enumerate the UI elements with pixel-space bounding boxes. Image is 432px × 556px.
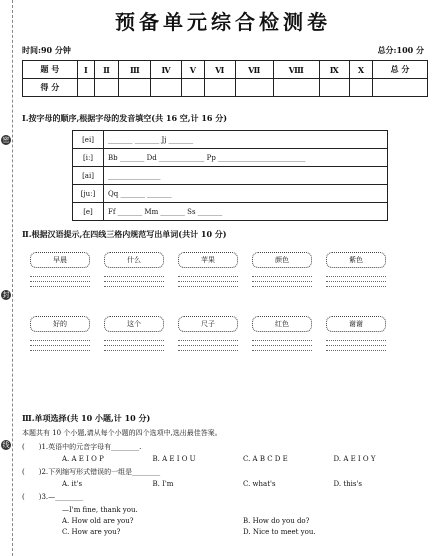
score-blank[interactable] xyxy=(204,79,235,97)
four-line-grid[interactable] xyxy=(30,272,90,287)
binding-seal-mark: 封 xyxy=(2,291,10,299)
phonetic-symbol: [e] xyxy=(73,203,104,221)
question-stem: ( )3.—________ xyxy=(22,493,84,501)
word-prompt: 紫色 xyxy=(326,252,386,268)
score-cell: Ⅳ xyxy=(151,61,181,79)
option[interactable]: A. How old are you? xyxy=(62,517,134,525)
score-blank[interactable] xyxy=(373,79,428,97)
four-line-grid[interactable] xyxy=(104,272,164,287)
four-line-grid[interactable] xyxy=(30,336,90,351)
phonetic-row xyxy=(73,203,388,221)
question-options xyxy=(62,517,424,525)
word-prompt: 尺子 xyxy=(178,316,238,332)
score-blank[interactable] xyxy=(235,79,273,97)
option[interactable]: C. what's xyxy=(243,480,276,488)
four-line-grid[interactable] xyxy=(326,272,386,287)
word-prompt: 谢谢 xyxy=(326,316,386,332)
four-line-grid[interactable] xyxy=(252,272,312,287)
score-header-row xyxy=(23,61,428,79)
four-line-grid[interactable] xyxy=(326,336,386,351)
word-prompt: 苹果 xyxy=(178,252,238,268)
four-line-grid[interactable] xyxy=(178,272,238,287)
word-cell xyxy=(178,316,238,351)
section3-title: Ⅲ.单项选择(共 10 小题,计 10 分) xyxy=(22,413,151,423)
four-line-grid[interactable] xyxy=(252,336,312,351)
score-cell: Ⅲ xyxy=(119,61,151,79)
option[interactable]: D. A E I O Y xyxy=(333,455,376,463)
four-line-grid[interactable] xyxy=(178,336,238,351)
phonetic-blanks[interactable]: Bb _______ Dd _____________ Pp _________________________ xyxy=(104,149,388,167)
word-cell xyxy=(252,316,312,351)
option[interactable]: A. it's xyxy=(62,480,83,488)
option[interactable]: C. How are you? xyxy=(62,528,121,536)
score-cell: Ⅹ xyxy=(349,61,372,79)
word-cell xyxy=(104,252,164,287)
exam-total: 总分:100 分 xyxy=(377,45,424,55)
phonetic-symbol: [iː] xyxy=(73,149,104,167)
phonetic-row xyxy=(73,131,388,149)
score-cell: Ⅴ xyxy=(181,61,204,79)
word-cell xyxy=(326,316,386,351)
four-line-grid[interactable] xyxy=(104,336,164,351)
option[interactable]: D. this's xyxy=(333,480,362,488)
score-blank[interactable] xyxy=(77,79,94,97)
phonetic-symbol: [ai] xyxy=(73,167,104,185)
phonetic-symbol: [juː] xyxy=(73,185,104,203)
option[interactable]: D. Nice to meet you. xyxy=(243,528,316,536)
score-cell: Ⅸ xyxy=(319,61,349,79)
option[interactable]: B. A E I O U xyxy=(152,455,196,463)
phonetic-blanks[interactable]: Qq _______ _______ xyxy=(104,185,388,203)
word-prompt: 这个 xyxy=(104,316,164,332)
phonetic-row xyxy=(73,185,388,203)
exam-meta xyxy=(22,45,424,56)
score-cell: Ⅰ xyxy=(77,61,94,79)
exam-time: 时间:90 分钟 xyxy=(22,45,71,55)
score-cell: Ⅶ xyxy=(235,61,273,79)
binding-line xyxy=(0,0,13,556)
option[interactable]: A. A E I O P xyxy=(62,455,104,463)
score-cell: Ⅱ xyxy=(94,61,119,79)
word-cell xyxy=(30,252,90,287)
word-cell xyxy=(104,316,164,351)
question-stem: ( )2.下列缩写形式错误的一组是________ xyxy=(22,468,161,476)
word-prompt: 什么 xyxy=(104,252,164,268)
score-cell: Ⅷ xyxy=(273,61,319,79)
score-blank[interactable] xyxy=(151,79,181,97)
phonetic-blanks[interactable]: Ff _______ Mm _______ Ss _______ xyxy=(104,203,388,221)
page-title: 预备单元综合检测卷 xyxy=(115,10,331,34)
section1-title: Ⅰ.按字母的顺序,根据字母的发音填空(共 16 空,计 16 分) xyxy=(22,113,228,123)
word-cell xyxy=(30,316,90,351)
binding-seal-mark: 线 xyxy=(2,441,10,449)
score-blank[interactable] xyxy=(273,79,319,97)
score-value-row xyxy=(23,79,428,97)
score-cell: 总 分 xyxy=(373,61,428,79)
phonetic-symbol: [ei] xyxy=(73,131,104,149)
score-blank[interactable] xyxy=(319,79,349,97)
phonetic-row xyxy=(73,167,388,185)
question-options xyxy=(62,480,424,488)
phonetic-blanks[interactable]: _______ _______ Jj _______ xyxy=(104,131,388,149)
score-blank[interactable] xyxy=(181,79,204,97)
word-prompt: 颜色 xyxy=(252,252,312,268)
option[interactable]: B. I'm xyxy=(152,480,174,488)
score-cell: Ⅵ xyxy=(204,61,235,79)
phonetic-blanks[interactable]: _______________ xyxy=(104,167,388,185)
section3 xyxy=(22,405,424,536)
option[interactable]: B. How do you do? xyxy=(243,517,310,525)
word-cell xyxy=(252,252,312,287)
word-cell xyxy=(178,252,238,287)
word-prompt: 好的 xyxy=(30,316,90,332)
score-blank[interactable] xyxy=(94,79,119,97)
score-table xyxy=(22,60,428,97)
exam-page xyxy=(22,0,424,536)
score-blank[interactable] xyxy=(119,79,151,97)
score-blank[interactable] xyxy=(349,79,372,97)
word-prompt: 红色 xyxy=(252,316,312,332)
phonetic-table xyxy=(72,130,388,221)
word-grid xyxy=(22,246,424,406)
section3-instruction: 本题共有 10 个小题,请从每个小题的四个选项中,选出最佳答案。 xyxy=(22,429,222,437)
question-options xyxy=(62,455,424,463)
question-options xyxy=(62,528,424,536)
question-line: —I'm fine, thank you. xyxy=(62,506,138,514)
phonetic-row xyxy=(73,149,388,167)
score-label: 得 分 xyxy=(23,79,78,97)
section2-title: Ⅱ.根据汉语提示,在四线三格内规范写出单词(共计 10 分) xyxy=(22,229,227,239)
option[interactable]: C. A B C D E xyxy=(243,455,288,463)
question-stem: ( )1.英语中的元音字母有________. xyxy=(22,443,142,451)
binding-seal-mark: 密 xyxy=(2,136,10,144)
word-cell xyxy=(326,252,386,287)
score-cell: 题 号 xyxy=(23,61,78,79)
word-prompt: 早晨 xyxy=(30,252,90,268)
